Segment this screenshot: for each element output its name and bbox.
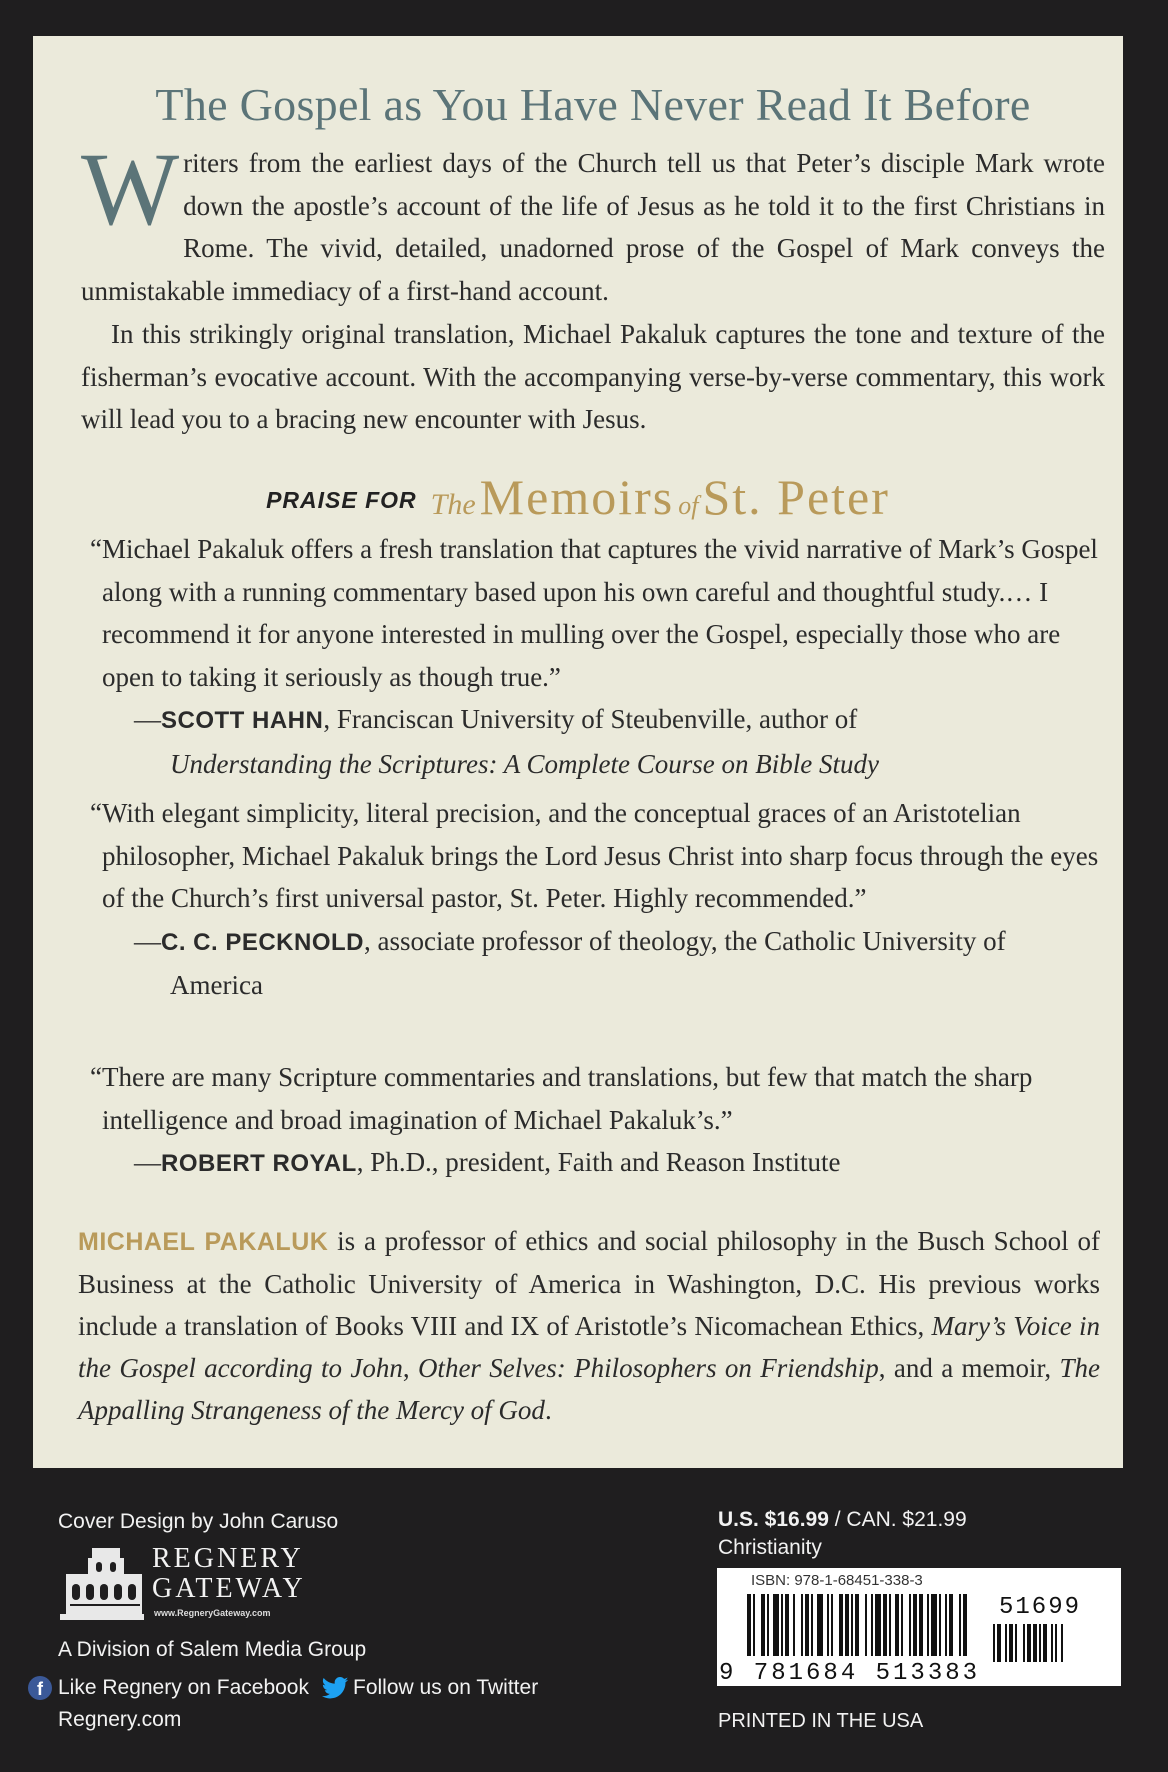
bio-text: , and a memoir, <box>878 1353 1060 1383</box>
publisher-name-line2: GATEWAY <box>152 1573 306 1604</box>
endorser-name: C. C. PECKNOLD <box>161 928 365 956</box>
book-title: Other Selves: Philosophers on Friendship <box>417 1353 879 1383</box>
headline: The Gospel as You Have Never Read It Before <box>155 79 1031 130</box>
barcode-number: 9 781684 513383 <box>719 1660 981 1687</box>
publisher-url: www.RegneryGateway.com <box>154 1608 271 1618</box>
website-link[interactable]: Regnery.com <box>58 1708 182 1731</box>
quote-attribution <box>90 1141 1100 1186</box>
barcode-price-code: 51699 <box>999 1594 1082 1621</box>
twitter-icon <box>321 1677 349 1699</box>
endorsement-quote <box>90 1056 1100 1186</box>
quote-attribution <box>90 920 1100 1007</box>
endorser-name: SCOTT HAHN <box>161 707 324 734</box>
author-bio <box>78 1220 1100 1431</box>
bio-text: is a professor of ethics and social philosophy in the Busch School of Business at the Catholic University of America in Washington, D.C. His previous works include a translation of Books VIII and IX of Aristotle’s Nicomachean Ethics, <box>78 1226 1100 1341</box>
endorsement-quote <box>90 792 1100 1007</box>
printed-in-label: PRINTED IN THE USA <box>718 1710 924 1732</box>
bio-separator: , <box>402 1353 418 1383</box>
price-us: U.S. $16.99 <box>718 1508 829 1531</box>
intro-paragraph-1 <box>81 132 1105 312</box>
praise-title-the: The <box>430 488 476 521</box>
price-line <box>718 1508 967 1532</box>
endorser-affiliation: , Franciscan University of Steubenville, author of <box>323 704 858 734</box>
book-title: Mary’s Voice in the Gospel according to John <box>78 1311 1100 1383</box>
quote-text: “With elegant simplicity, literal precision, and the conceptual graces of an Aristotelian philosopher, Michael Pakaluk brings the Lord Jesus Christ into sharp focus through the eyes of the Church’s first universal pastor, St. Peter. Highly recommended.” <box>90 798 1099 913</box>
social-links <box>28 1676 538 1700</box>
cover-design-credit: Cover Design by John Caruso <box>58 1510 339 1533</box>
attribution-dash: — <box>134 925 161 956</box>
barcode-box <box>717 1568 1121 1686</box>
bio-end: . <box>544 1395 552 1425</box>
endorser-book-title: Understanding the Scriptures: A Complete Course on Bible Study <box>170 748 879 779</box>
quote-text: “There are many Scripture commentaries and translations, but few that match the sharp intelligence and broad imagination of Michael Pakaluk’s.” <box>90 1062 1033 1135</box>
publisher-name <box>152 1544 306 1604</box>
attribution-dash: — <box>134 1147 161 1177</box>
facebook-icon: f <box>28 1676 52 1700</box>
endorsement-quote <box>90 528 1100 785</box>
endorser-affiliation: , associate professor of theology, the Catholic University of America <box>170 925 1006 1000</box>
price-can: / CAN. $21.99 <box>828 1508 967 1531</box>
praise-title-of: of <box>678 491 699 520</box>
category-label: Christianity <box>718 1536 822 1559</box>
attribution-dash: — <box>134 704 161 734</box>
endorser-affiliation: , Ph.D., president, Faith and Reason Institute <box>356 1147 841 1177</box>
intro-paragraph-2: In this strikingly original translation, Michael Pakaluk captures the tone and texture of the fisherman’s evocative account. With the accompanying verse-by-verse commentary, this work will lead you to a bracing new encounter with Jesus. <box>81 319 1105 434</box>
twitter-link[interactable]: Follow us on Twitter <box>353 1676 539 1699</box>
publisher-name-line1: REGNERY <box>152 1543 304 1574</box>
book-title: The Appalling Strangeness of the Mercy of God <box>78 1353 1101 1425</box>
division-line: A Division of Salem Media Group <box>58 1638 367 1661</box>
drop-cap: W <box>81 132 180 247</box>
endorser-name: ROBERT ROYAL <box>161 1150 357 1177</box>
author-name: MICHAEL PAKALUK <box>78 1228 329 1256</box>
praise-heading <box>33 468 1123 526</box>
praise-title-st-peter: St. Peter <box>702 469 890 525</box>
quote-text: “Michael Pakaluk offers a fresh translation that captures the vivid narrative of Mark’s Gospel along with a running commentary based upon his own careful and thoughtful study.… I recommend it for anyone interested in mulling over the Gospel, especially those who are open to taking it seriously as though true.” <box>90 534 1098 692</box>
isbn-label: ISBN: 978-1-68451-338-3 <box>751 1572 923 1589</box>
publisher-logo <box>58 1544 318 1634</box>
praise-for-label: PRAISE FOR <box>266 487 417 513</box>
castle-logo-icon <box>58 1544 146 1624</box>
quote-attribution <box>90 698 1100 785</box>
text-panel <box>33 36 1123 1468</box>
intro-paragraph-1-text: riters from the earliest days of the Church tell us that Peter’s disciple Mark wrote down the apostle’s account of the life of Jesus as he told it to the first Christians in Rome. The vivid, detailed, unadorned prose of the Gospel of Mark conveys the unmistakable immediacy of a first-hand account. <box>81 148 1105 306</box>
praise-title-memoirs: Memoirs <box>479 469 675 525</box>
facebook-link[interactable]: Like Regnery on Facebook <box>58 1676 309 1699</box>
